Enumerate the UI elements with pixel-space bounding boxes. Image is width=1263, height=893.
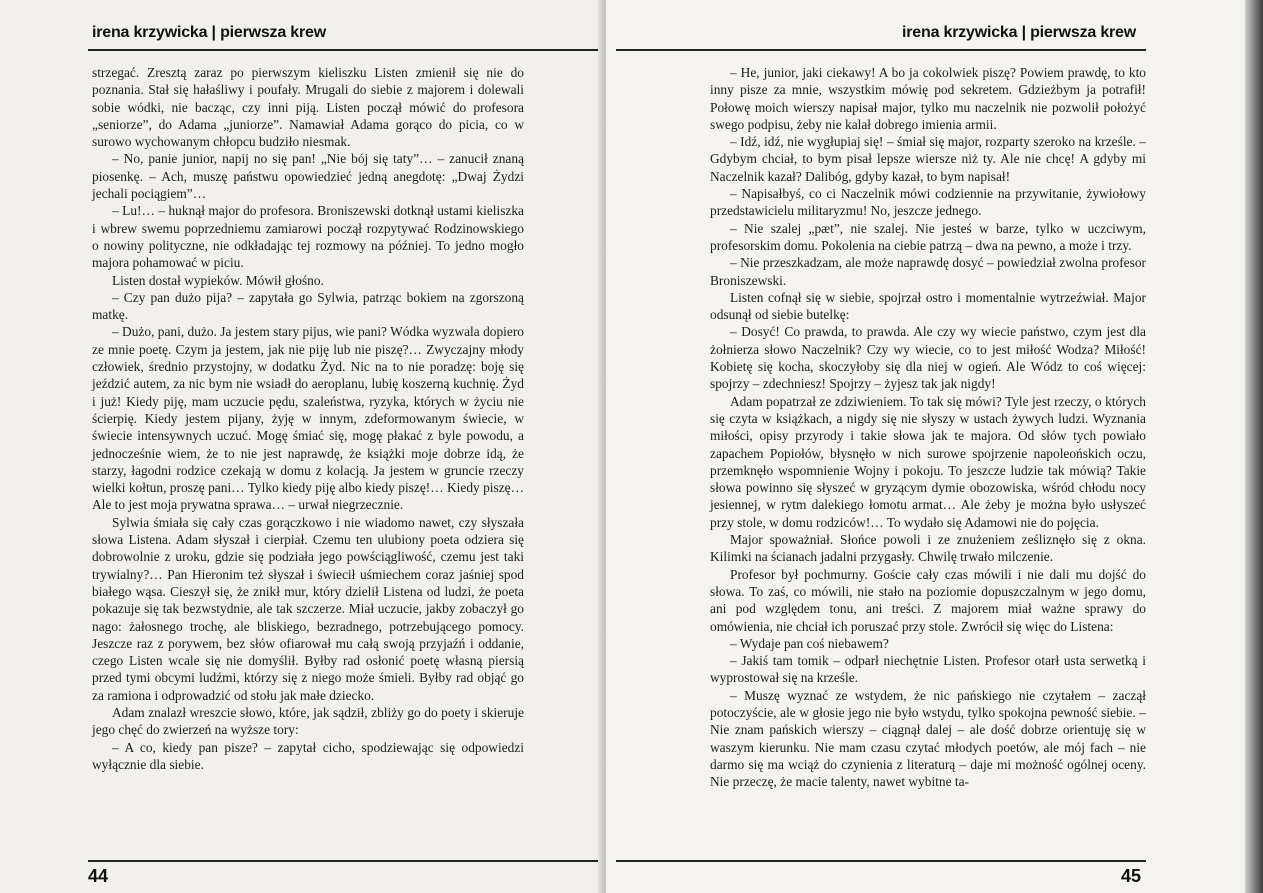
right-page — [606, 0, 1246, 893]
paragraph: – No, panie junior, napij no się pan! „Nie bój się taty”… – zanucił znaną piosenkę. – Ach, muszę państwu opowiedzieć jedną anegdotę: „Dwaj Żydzi jechali pociągiem”… — [92, 151, 524, 202]
paragraph: Listen cofnął się w siebie, spojrzał ostro i momentalnie wytrzeźwiał. Major odsunął od siebie butelkę: — [710, 289, 1146, 323]
paragraph: – Dosyć! Co prawda, to prawda. Ale czy wy wiecie państwo, czym jest dla żołnierza słowo Naczelnik? Czy wy wiecie, co to jest miłość Wodza? Miłość! Kobietę się kocha, skoczyłoby się dla niej w ogień. Ale Wódz to coś więcej: spojrzy – zdechniesz! Spojrzy – żyjesz tak jak nigdy! — [710, 324, 1146, 392]
paragraph: – He, junior, jaki ciekawy! A bo ja cokolwiek piszę? Powiem prawdę, to kto inny pisze za mnie, wszystkim mówię pod sekretem. Gdzieżbym ja potrafił! Połowę moich wierszy napisał major, tylko mu naczelnik nie pozwolił położyć swego podpisu, żeby nie kalał dobrego imienia armii. — [710, 65, 1146, 132]
scanner-edge — [1245, 0, 1263, 893]
footer-rule — [616, 860, 1146, 862]
paragraph: – Dużo, pani, dużo. Ja jestem stary pijus, wie pani? Wódka wyzwala dopiero ze mnie poetę. Czym ja jestem, jak nie piję lub nie piszę?… Zwyczajny młody człowiek, średnio przystojny, w dodatku Żyd. Nic na to nie poradzę: boję się jeździć autem, za nic bym nie wsiadł do aeroplanu, lubię koszerną kuchnię. Żyd i już! Kiedy piję, mam uczucie pędu, szaleństwa, ryzyka, których w życiu nie ścierpię. Kiedy jestem pijany, żyję w innym, zdeformowanym świecie, w świecie intensywnych uczuć. Mogę śmiać się, mogę płakać z byle powodu, a jednocześnie wiem, że to nie jest naprawdę, że książki moje dobrze idą, że starzy, łagodni rodzice czekają w domu z kolacją. Ja jestem w gruncie rzeczy wielki kołtun, proszę pani… Tylko kiedy piję albo kiedy piszę!… Kiedy piszę… Ale to jest moja prywatna sprawa… – urwał niegrzecznie. — [92, 324, 524, 513]
paragraph: – Wydaje pan coś niebawem? — [730, 635, 889, 651]
paragraph: – Jakiś tam tomik – odparł niechętnie Listen. Profesor otarł usta serwetką i wyprostował się na krześle. — [710, 653, 1146, 686]
paragraph: – Idź, idź, nie wygłupiaj się! – śmiał się major, rozparty szeroko na krześle. – Gdybym chciał, to bym pisał lepsze wiersze niż ty. Ale nie chcę! A gdyby mi Naczelnik kazał? Dalibóg, gdyby kazał, to bym napisał! — [710, 134, 1146, 184]
paragraph: Adam popatrzał ze zdziwieniem. To tak się mówi? Tyle jest rzeczy, o których się czyta w książkach, a nigdy się nie słyszy w ustach żywych ludzi. Wyznania miłości, opisy przyrody i takie słowa jak te majora. Od słów tych powiało zapachem Popiołów, błysnęło w nich surowe spojrzenie napoleońskich oczu, przemknęło wspomnienie Wojny i pokoju. To jeszcze ludzie tak mówią? Takie słowa powinno się słyszeć w gryzącym dymie obozowiska, wśród chłodu nocy jesiennej, w rytm dalekiego łomotu armat… Ale żeby je można było usłyszeć przy stole, w domu rodziców!… To wydało się Adamowi nie do pojęcia. — [710, 393, 1146, 530]
paragraph: – Napisałbyś, co ci Naczelnik mówi codziennie na przywitanie, żywiołowy przedstawicielu militaryzmu! No, jeszcze jednego. — [710, 186, 1146, 219]
header-rule — [88, 49, 603, 51]
paragraph: Sylwia śmiała się cały czas gorączkowo i nie wiadomo nawet, czy słyszała słowa Listena. Adam słyszał i cierpiał. Czemu ten ulubiony poeta odziera się dobrowolnie z uroku, gdzie się podziała jego powściągliwość, czemu jest taki trywialny?… Pan Hieronim też słyszał i świecił uśmiechem coraz jaśniej spod białego wąsa. Cieszył się, że znikł mur, który dzielił Listena od ludzi, że poeta pokazuje się tak bezwstydnie, ale tak szczerze. Miał uczucie, jakby zobaczył go nago: żałosnego trochę, ale bliskiego, bezradnego, potrzebującego pomocy. Jeszcze raz z porywem, bez słów ofiarował mu całą swoją przyjaźń i oddanie, czego Listen wcale się nie domyślił. Byłby rad osłonić poetę własną piersią przed tymi obcymi ludźmi, którzy się z niego może śmieli. Byłby rad objąć go za ramiona i odprowadzić od stołu jak małe dziecko. — [92, 514, 524, 703]
paragraph: – Muszę wyznać ze wstydem, że nic pańskiego nie czytałem – zaczął potoczyście, ale w głosie jego nie było wstydu, tylko spokojna pewność siebie. – Nie znam pańskich wierszy – ciągnął dalej – ale dość dobrze orientuję się w waszym kierunku. Nie mam czasu czytać młodych poetów, ale mój fach – nie darmo się ma wciąż do czynienia z literaturą – daje mi możność ogólnej oceny. Nie przeczę, że macie talenty, nawet wybitne ta- — [710, 687, 1146, 790]
running-header: irena krzywicka | pierwsza krew — [902, 24, 1136, 41]
page-body-text — [710, 64, 1146, 790]
paragraph: Adam znalazł wreszcie słowo, które, jak sądził, zbliży go do poety i skieruje jego chęć do zwierzeń na wyższe tory: — [92, 704, 524, 738]
left-page — [0, 0, 606, 893]
header-rule — [616, 49, 1146, 51]
paragraph: – Nie przeszkadzam, ale może naprawdę dosyć – powiedział zwolna profesor Broniszewski. — [710, 255, 1146, 288]
paragraph: Profesor był pochmurny. Goście cały czas mówili i nie dali mu dojść do słowa. To zaś, co mówili, nie stało na poziomie dopuszczalnym w jego domu, ani pod względem tonu, ani treści. Z majorem miał ważne sprawy do omówienia, nie chciał ich poruszać przy stole. Zwrócił się więc do Listena: — [710, 566, 1146, 634]
page-body-text — [92, 64, 524, 773]
paragraph: – Lu!… – huknął major do profesora. Broniszewski dotknął ustami kieliszka i wbrew swemu poprzedniemu zamiarowi począł rozpytywać Rodzinowskiego o nowiny polityczne, nie odkładając tej rozmowy na później. To jedno mogło majora pohamować w piciu. — [92, 203, 524, 271]
paragraph: – Nie szalej „pæt”, nie szalej. Nie jesteś w barze, tylko w uczciwym, profesorskim domu. Pokolenia na ciebie patrzą – dwa na pewno, a może i trzy. — [710, 220, 1146, 253]
running-header: irena krzywicka | pierwsza krew — [92, 24, 326, 41]
paragraph: – A co, kiedy pan pisze? – zapytał cicho, spodziewając się odpowiedzi wyłącznie dla siebie. — [92, 739, 524, 772]
footer-rule — [88, 860, 603, 862]
paragraph: strzegać. Zresztą zaraz po pierwszym kieliszku Listen zmienił się nie do poznania. Stał się hałaśliwy i poufały. Mrugali do siebie z majorem i dolewali sobie wódki, nie bacząc, czy inni piją. Listen począł mówić do profesora „seniorze”, do Adama „juniorze”. Namawiał Adama gorąco do picia, co w surowo wychowanym chłopcu budziło niesmak. — [92, 65, 524, 150]
paragraph: Listen dostał wypieków. Mówił głośno. — [112, 272, 324, 288]
paragraph: Major spoważniał. Słońce powoli i ze znużeniem ześliznęło się z okna. Kilimki na ścianach jadalni przygasły. Chwilę trwało milczenie. — [710, 532, 1146, 565]
page-number: 44 — [88, 866, 109, 886]
paragraph: – Czy pan dużo pija? – zapytała go Sylwia, patrząc bokiem na zgorszoną matkę. — [92, 289, 524, 323]
page-number: 45 — [1120, 866, 1141, 886]
